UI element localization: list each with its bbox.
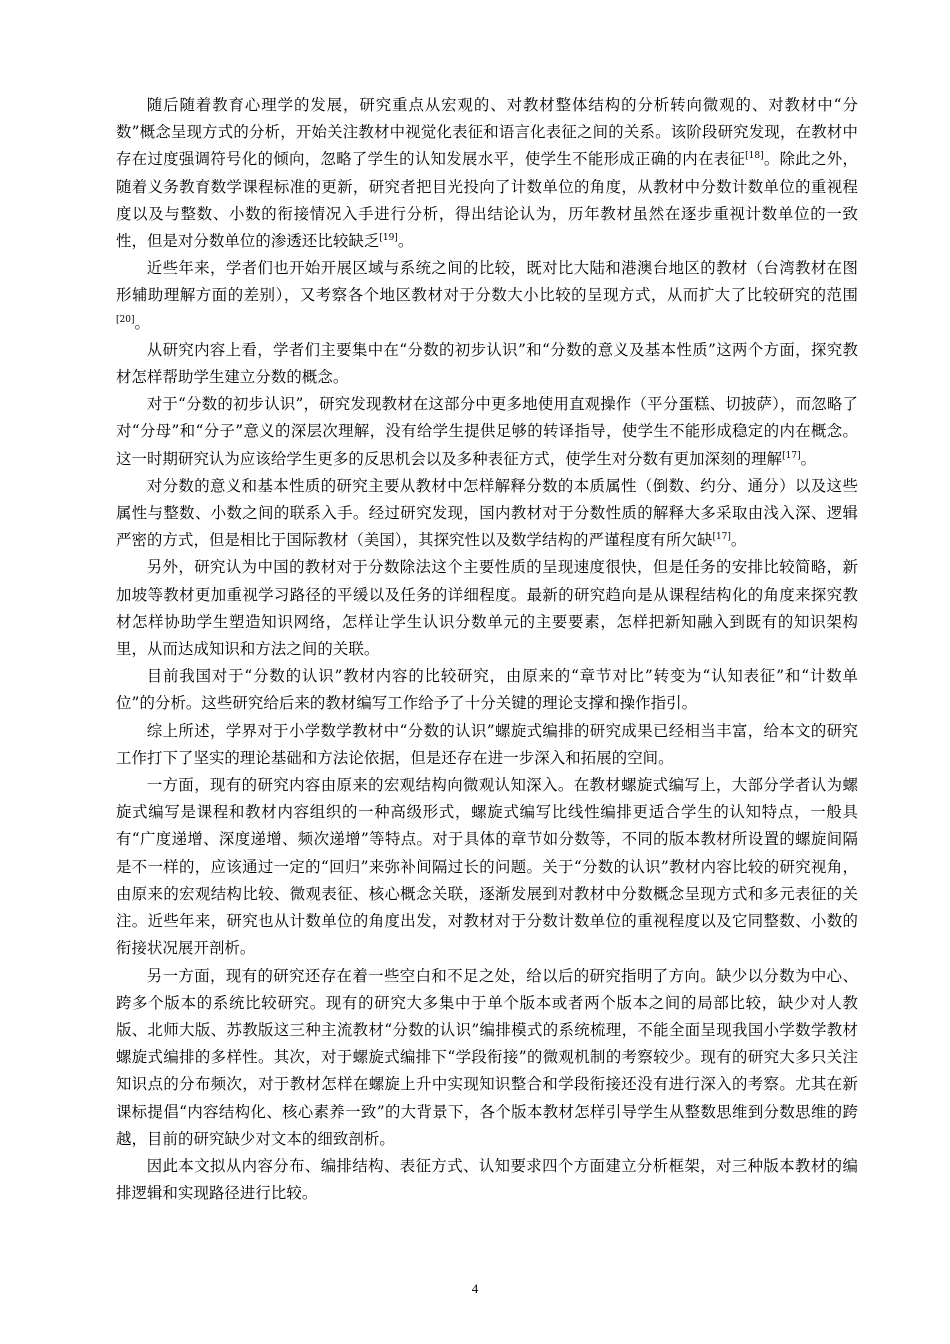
paragraph-research-content: 从研究内容上看，学者们主要集中在“分数的初步认识”和“分数的意义及基本性质”这两个方面，探究教材怎样帮助学生建立分数的概念。: [116, 340, 858, 387]
paragraph-text: 。除此之外，随着义务教育数学课程标准的更新，研究者把目光投向了计数单位的角度，从教材中分数计数单位的重视程度以及与整数、小数的衔接情况入手进行分析，得出结论认为，历年教材虽然在逐步重视计数单位的一致性，但是对分数单位的渗透还比较缺乏: [116, 150, 858, 251]
paragraph-text: 。: [800, 449, 817, 468]
paragraph-text: 。: [730, 531, 747, 550]
paragraph-framework: 因此本文拟从内容分布、编排结构、表征方式、认知要求四个方面建立分析框架，对三种版本教材的编排逻辑和实现路径进行比较。: [116, 1156, 858, 1203]
paragraph-text: 对于“分数的初步认识”，研究发现教材在这部分中更多地使用直观操作（平分蛋糕、切披萨），而忽略了对“分母”和“分子”意义的深层次理解，没有给学生提供足够的转译指导，使学生不能形成稳定的内在概念。这一时期研究认为应该给学生更多的反思机会以及多种表征方式，使学生对分数有更加深刻的理解: [116, 395, 858, 468]
paragraph-text: 。: [134, 313, 150, 332]
paragraph-text: 对分数的意义和基本性质的研究主要从教材中怎样解释分数的本质属性（倒数、约分、通分）以及这些属性与整数、小数之间的联系入手。经过研究发现，国内教材对于分数性质的解释大多采取由浅入深、逻辑严密的方式，但是相比于国际教材（美国），其探究性以及数学结构的严谨程度有所欠缺: [116, 476, 858, 550]
paragraph-fraction-properties: [116, 473, 858, 555]
paragraph-second-aspect: 另一方面，现有的研究还存在着一些空白和不足之处，给以后的研究指明了方向。缺少以分数为中心、跨多个版本的系统比较研究。现有的研究大多集中于单个版本或者两个版本之间的局部比较，缺少对人教版、北师大版、苏教版这三种主流教材“分数的认识”编排模式的系统梳理，不能全面呈现我国小学数学教材螺旋式编排的多样性。其次，对于螺旋式编排下“学段衔接”的微观机制的考察较少。现有的研究大多只关注知识点的分布频次，对于教材怎样在螺旋上升中实现知识整合和学段衔接还没有进行深入的考察。尤其在新课标提倡“内容结构化、核心素养一致”的大背景下，各个版本教材怎样引导学生从整数思维到分数思维的跨越，目前的研究缺少对文本的细致剖析。: [116, 966, 858, 1148]
citation-20: [20]: [116, 314, 135, 325]
citation-17: [17]: [782, 450, 801, 461]
paragraph-summary: 综上所述，学界对于小学数学教材中“分数的认识”螺旋式编排的研究成果已经相当丰富，给本文的研究工作打下了坚实的理论基础和方法论依据，但是还存在进一步深入和拓展的空间。: [116, 721, 858, 767]
paragraph-text: 。: [397, 232, 414, 251]
paragraph-fraction-division: 另外，研究认为中国的教材对于分数除法这个主要性质的呈现速度很快，但是任务的安排比较简略，新加坡等教材更加重视学习路径的平缓以及任务的详细程度。最新的研究趋向是从课程结构化的角度来探究教材怎样协助学生塑造知识网络，怎样让学生认识分数单元的主要要素，怎样把新知融入到既有的知识架构里，从而达成知识和方法之间的关联。: [116, 558, 858, 659]
page-number: 4: [471, 1281, 479, 1296]
citation-17: [17]: [712, 532, 731, 543]
paragraph-text: 随后随着教育心理学的发展，研究重点从宏观的、对教材整体结构的分析转向微观的、对教材中“分数”概念呈现方式的分析，开始关注教材中视觉化表征和语言化表征之间的关系。该阶段研究发现，在教材中存在过度强调符号化的倾向，忽略了学生的认知发展水平，使学生不能形成正确的内在表征: [116, 96, 858, 169]
citation-18: [18]: [745, 151, 764, 162]
paragraph-regional-comparison: [116, 255, 858, 337]
paragraph-initial-understanding: [116, 391, 858, 473]
paragraph-visual-representation: [116, 92, 858, 255]
paragraph-text: 近些年来，学者们也开始开展区域与系统之间的比较，既对比大陆和港澳台地区的教材（台湾教材在图形辅助理解方面的差别），又考察各个地区教材对于分数大小比较的呈现方式，从而扩大了比较研究的范围: [116, 259, 858, 305]
paragraph-current-research: 目前我国对于“分数的认识”教材内容的比较研究，由原来的“章节对比”转变为“认知表征”和“计数单位”的分析。这些研究给后来的教材编写工作给予了十分关键的理论支撑和操作指引。: [116, 667, 858, 713]
document-page: [116, 92, 858, 1207]
paragraph-first-aspect: 一方面，现有的研究内容由原来的宏观结构向微观认知深入。在教材螺旋式编写上，大部分学者认为螺旋式编写是课程和教材内容组织的一种高级形式，螺旋式编写比线性编排更适合学生的认知特点，一般具有“广度递增、深度递增、频次递增”等特点。对于具体的章节如分数等，不同的版本教材所设置的螺旋间隔是不一样的，应该通过一定的“回归”来弥补间隔过长的问题。关于“分数的认识”教材内容比较的研究视角，由原来的宏观结构比较、微观表征、核心概念关联，逐渐发展到对教材中分数概念呈现方式和多元表征的关注。近些年来，研究也从计数单位的角度出发，对教材对于分数计数单位的重视程度以及它同整数、小数的衔接状况展开剖析。: [116, 776, 858, 958]
citation-19: [19]: [379, 232, 398, 243]
